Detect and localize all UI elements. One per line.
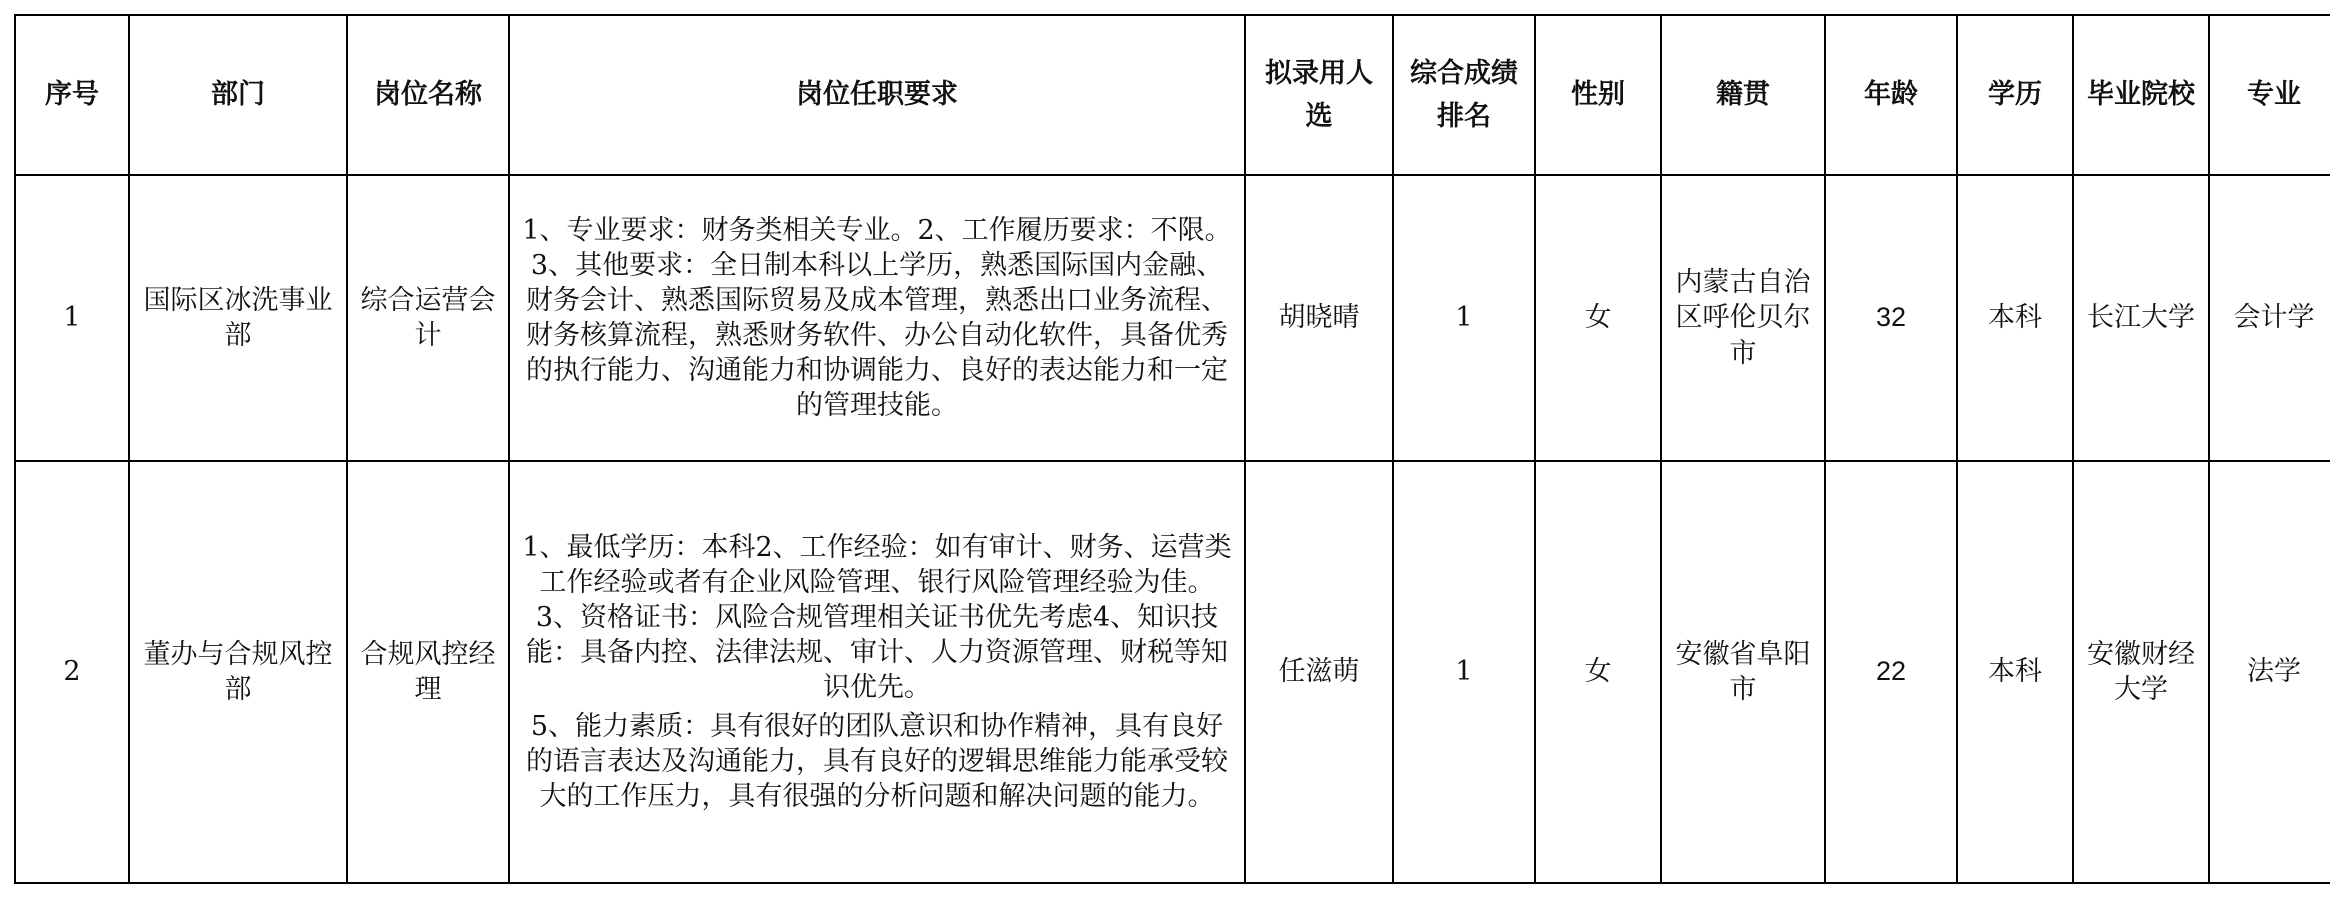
header-index: 序号 [15, 15, 129, 175]
cell-rank: 1 [1393, 175, 1535, 461]
cell-gender: 女 [1535, 175, 1661, 461]
cell-rank: 1 [1393, 461, 1535, 883]
cell-major: 法学 [2209, 461, 2330, 883]
header-gender: 性别 [1535, 15, 1661, 175]
cell-position: 合规风控经理 [347, 461, 509, 883]
table-row [15, 175, 2330, 461]
requirements-paragraph: 5、能力素质：具有很好的团队意识和协作精神，具有良好的语言表达及沟通能力，具有良好的逻辑思维能力能承受较大的工作压力，具有很强的分析问题和解决问题的能力。 [526, 711, 1228, 813]
cell-department: 国际区冰洗事业部 [129, 175, 347, 461]
header-row [15, 15, 2330, 175]
header-rank: 综合成绩排名 [1393, 15, 1535, 175]
cell-gender: 女 [1535, 461, 1661, 883]
table-row [15, 461, 2330, 883]
header-candidate: 拟录用人选 [1245, 15, 1393, 175]
cell-age: 22 [1825, 461, 1957, 883]
cell-major: 会计学 [2209, 175, 2330, 461]
cell-school: 长江大学 [2073, 175, 2209, 461]
cell-department: 董办与合规风控部 [129, 461, 347, 883]
cell-index: 2 [15, 461, 129, 883]
header-education: 学历 [1957, 15, 2073, 175]
header-major: 专业 [2209, 15, 2330, 175]
cell-age: 32 [1825, 175, 1957, 461]
header-age: 年龄 [1825, 15, 1957, 175]
cell-hometown: 内蒙古自治区呼伦贝尔市 [1661, 175, 1825, 461]
hiring-results-table [14, 14, 2330, 884]
cell-index: 1 [15, 175, 129, 461]
header-school: 毕业院校 [2073, 15, 2209, 175]
requirements-paragraph: 1、专业要求：财务类相关专业。2、工作履历要求：不限。3、其他要求：全日制本科以上学历，熟悉国际国内金融、财务会计、熟悉国际贸易及成本管理，熟悉出口业务流程、财务核算流程，熟悉财务软件、办公自动化软件，具备优秀的执行能力、沟通能力和协调能力、良好的表达能力和一定的管理技能。 [522, 214, 1232, 422]
header-position: 岗位名称 [347, 15, 509, 175]
header-requirements: 岗位任职要求 [509, 15, 1245, 175]
cell-candidate: 任滋萌 [1245, 461, 1393, 883]
cell-requirements [509, 175, 1245, 461]
cell-hometown: 安徽省阜阳市 [1661, 461, 1825, 883]
cell-position: 综合运营会计 [347, 175, 509, 461]
cell-candidate: 胡晓晴 [1245, 175, 1393, 461]
header-hometown: 籍贯 [1661, 15, 1825, 175]
cell-education: 本科 [1957, 175, 2073, 461]
cell-education: 本科 [1957, 461, 2073, 883]
header-department: 部门 [129, 15, 347, 175]
cell-school: 安徽财经大学 [2073, 461, 2209, 883]
requirements-paragraph: 1、最低学历：本科2、工作经验：如有审计、财务、运营类工作经验或者有企业风险管理、银行风险管理经验为佳。3、资格证书：风险合规管理相关证书优先考虑4、知识技能：具备内控、法律法规、审计、人力资源管理、财税等知识优先。 [522, 531, 1232, 703]
cell-requirements [509, 461, 1245, 883]
